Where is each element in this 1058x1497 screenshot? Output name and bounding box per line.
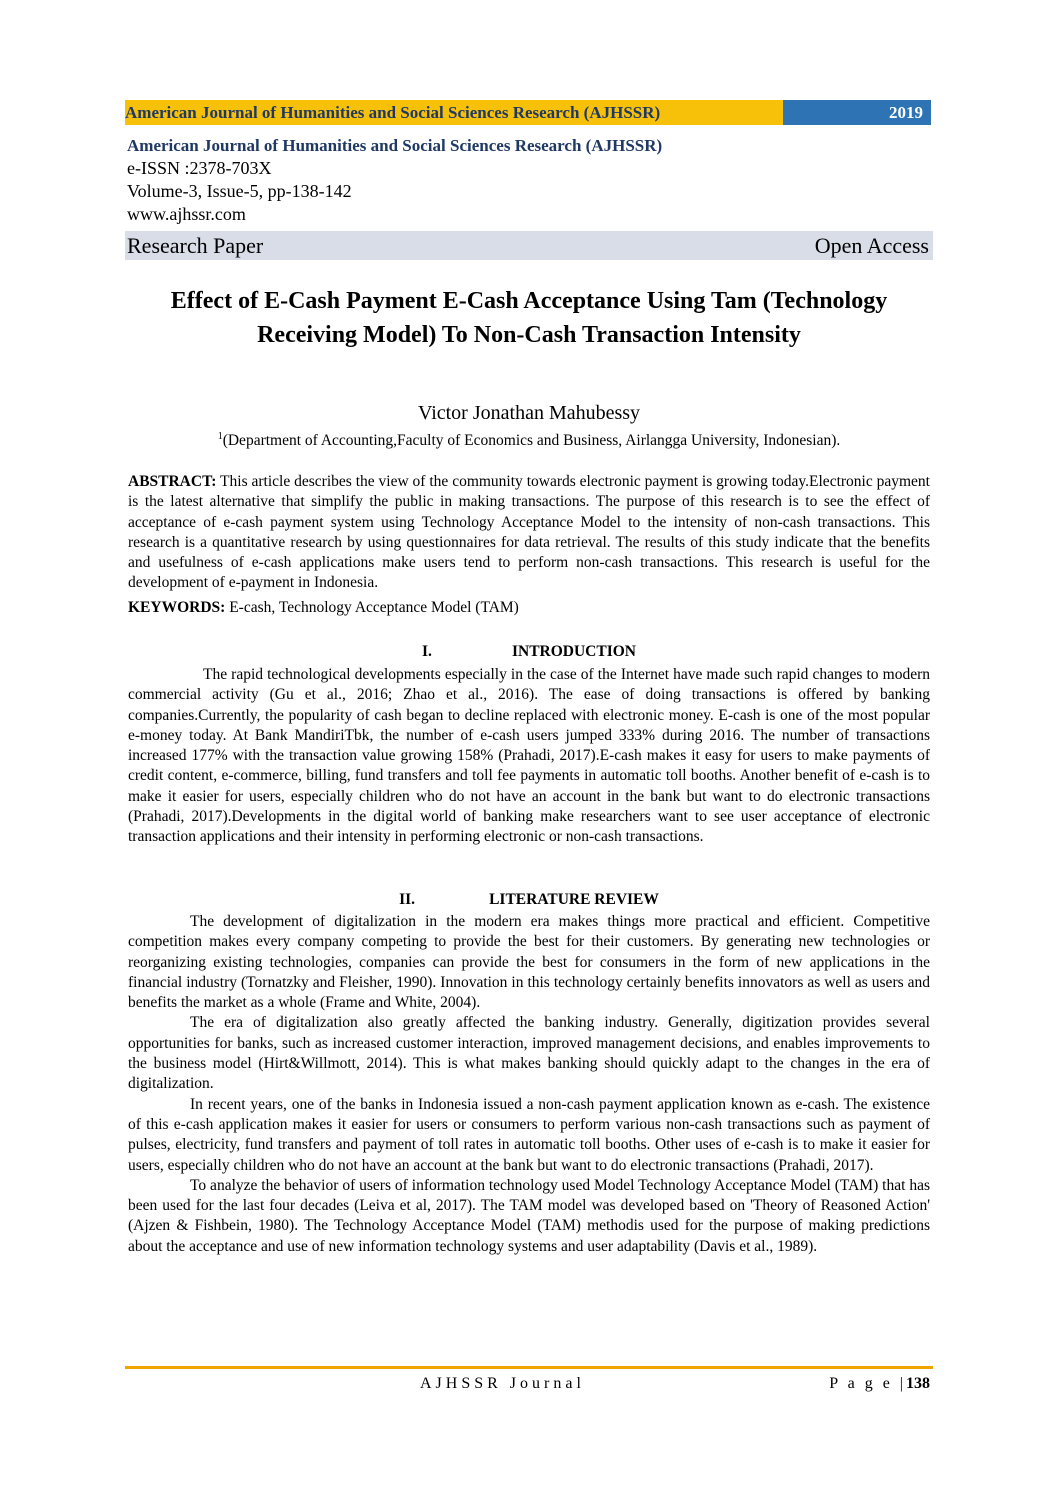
section-number: II.	[399, 891, 416, 908]
keywords	[128, 598, 930, 618]
journal-header-bar	[125, 100, 931, 125]
paper-type-bar	[125, 231, 933, 260]
abstract	[128, 472, 930, 594]
page-label: P a g e |	[829, 1375, 906, 1392]
affiliation-text: (Department of Accounting,Faculty of Economics and Business, Airlangga University, Indonesian).	[222, 432, 841, 450]
paragraph: The era of digitalization also greatly affected the banking industry. Generally, digitization provides several opportunities for banks, such as increased customer interaction, improved management decisions, and enables improvements to the business model (Hirt&Willmott, 2014). This is what makes banking should quickly adapt to the changes in the era of digitalization.	[128, 1014, 930, 1093]
section-heading-introduction	[128, 642, 930, 662]
affiliation-mark: 1	[217, 431, 223, 442]
introduction-text: The rapid technological developments especially in the case of the Internet have made such rapid changes to modern commercial activity (Gu et al., 2016; Zhao et al., 2016). The ease of doing transactions is offered by banking companies.Currently, the popularity of cash began to decline replaced with electronic money. E-cash is one of the most popular e-money today. At Bank MandiriTbk, the number of e-cash users jumped 333% during 2016. The number of transactions increased 177% with the transaction value growing 158% (Prahadi, 2017).E-cash makes it easy for users to make payments of credit content, e-commerce, billing, fund transfers and toll fee payments in automatic toll booths. Another benefit of e-cash is to make it easier for users, especially children who do not have an account in the bank but want to do electronic transactions (Prahadi, 2017).Developments in the digital world of banking make researchers want to see user acceptance of electronic transaction applications and their intensity in performing electronic or non-cash transactions.	[128, 666, 930, 846]
keywords-label: KEYWORDS:	[128, 599, 226, 616]
journal-header-year: 2019	[783, 100, 931, 125]
paragraph: In recent years, one of the banks in Indonesia issued a non-cash payment application known as e-cash. The existence of this e-cash application makes it easier for users or consumers to perform various non-cash transactions such as payment of pulses, electricity, fund transfers and payment of toll rates in automatic toll booths. Other uses of e-cash is to make it easier for users, especially children who do not have an account at the bank but want to do electronic transactions (Prahadi, 2017).	[128, 1095, 930, 1174]
section-title: LITERATURE REVIEW	[489, 891, 659, 908]
page-number: 138	[906, 1375, 930, 1392]
paper-title: Effect of E-Cash Payment E-Cash Acceptance Using Tam (Technology Receiving Model) To Non-Cash Transaction Intensity	[170, 288, 888, 348]
journal-header-title: American Journal of Humanities and Social Sciences Research (AJHSSR)	[125, 100, 783, 125]
abstract-text: This article describes the view of the community towards electronic payment is growing today.Electronic payment is the latest alternative that simplify the public in making transactions. The purpose of this research is to see the effect of acceptance of e-cash payment system using Technology Acceptance Model to the intensity of non-cash transactions. This research is a quantitative research by using questionnaires for data retrieval. The results of this study indicate that the benefits and usefulness of e-cash applications make users tend to perform non-cash transactions. This research is useful for the development of e-payment in Indonesia.	[128, 473, 930, 592]
author-affiliation	[130, 427, 928, 451]
journal-name: American Journal of Humanities and Social Sciences Research (AJHSSR)	[127, 136, 663, 155]
abstract-label: ABSTRACT:	[128, 473, 217, 490]
paragraph: The development of digitalization in the modern era makes things more practical and efficient. Competitive competition makes every company competing to provide the best for their customers. By generating new technologies or reorganizing existing technologies, companies can provide the best for consumers in the form of new applications in the financial industry (Tornatzky and Fleisher, 1990). Innovation in this technology certainly benefits innovators as well as users and benefits the market as a whole (Frame and White, 2004).	[128, 913, 930, 1012]
literature-review	[128, 912, 930, 1257]
section-heading-literature-review	[128, 890, 930, 910]
keywords-text: E-cash, Technology Acceptance Model (TAM)	[229, 599, 519, 616]
footer-journal: AJHSSR Journal	[420, 1375, 585, 1392]
journal-meta	[127, 134, 927, 226]
paragraph: To analyze the behavior of users of information technology used Model Technology Acceptance Model (TAM) that has been used for the last four decades (Leiva et al, 2017). The TAM model was developed based on 'Theory of Reasoned Action' (Ajzen & Fishbein, 1980). The Technology Acceptance Model (TAM) methodis used for the purpose of making predictions about the acceptance and use of new information technology systems and user adaptability (Davis et al., 1989).	[128, 1176, 930, 1255]
website: www.ajhssr.com	[127, 204, 246, 224]
section-title: INTRODUCTION	[511, 643, 636, 660]
page-footer	[128, 1375, 930, 1397]
footer-divider	[125, 1366, 933, 1369]
author-name: Victor Jonathan Mahubessy	[417, 402, 641, 424]
footer-page	[829, 1375, 930, 1393]
access-type: Open Access	[814, 232, 929, 258]
paper-type: Research Paper	[127, 232, 264, 258]
volume-info: Volume-3, Issue-5, pp-138-142	[127, 181, 352, 201]
issn: e-ISSN :2378-703X	[127, 158, 272, 178]
section-number: I.	[421, 643, 432, 660]
